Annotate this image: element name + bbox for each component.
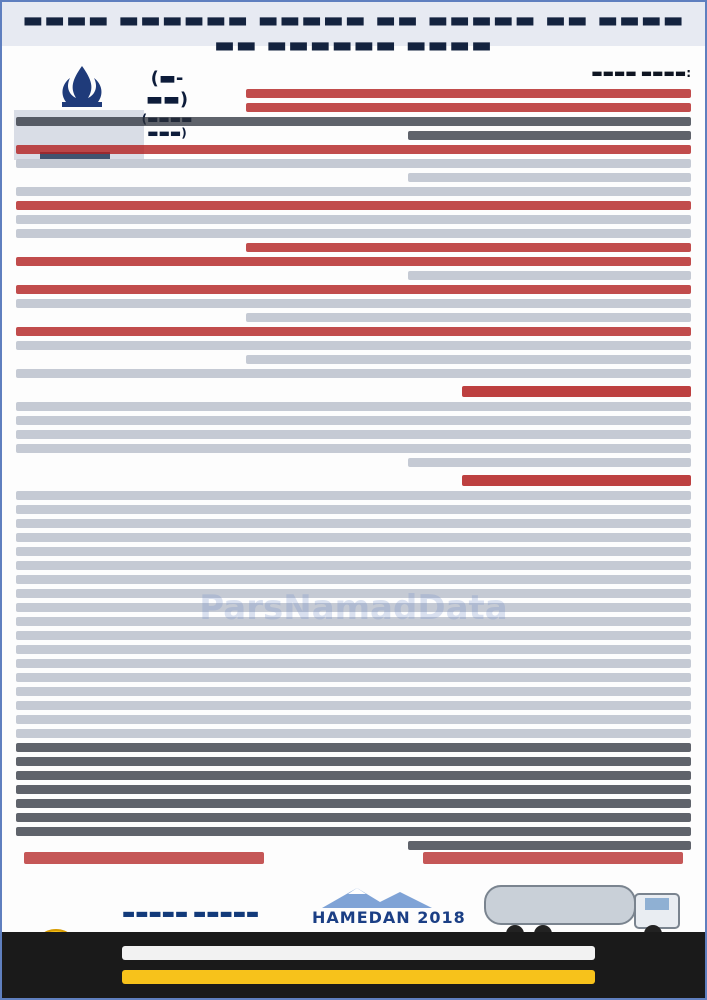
hamedan-2018-logo: HAMEDAN 2018 — [312, 908, 466, 927]
body-line — [16, 117, 691, 126]
body-line — [16, 402, 691, 411]
body-line — [16, 673, 691, 682]
title-band — [2, 2, 705, 58]
body-line — [16, 491, 691, 500]
body-line — [408, 173, 692, 182]
section-heading — [462, 386, 692, 397]
body-line — [16, 827, 691, 836]
body-line — [16, 575, 691, 584]
first-publication-date — [423, 852, 683, 864]
second-publication-date — [24, 852, 264, 864]
body-line — [16, 187, 691, 196]
body-line — [246, 313, 692, 322]
section-heading — [462, 475, 692, 486]
body-line — [16, 505, 691, 514]
body-line — [408, 458, 692, 467]
body-line — [16, 519, 691, 528]
body-line — [246, 243, 692, 252]
banner-line — [122, 970, 595, 984]
body-line — [16, 645, 691, 654]
body-line — [16, 444, 691, 453]
body-line — [16, 416, 691, 425]
body-line — [16, 659, 691, 668]
body-line — [16, 561, 691, 570]
body-line — [16, 743, 691, 752]
body-line — [16, 299, 691, 308]
body-line — [408, 841, 692, 850]
body-line — [16, 145, 691, 154]
body-line — [16, 341, 691, 350]
body-line — [16, 229, 691, 238]
body-line — [16, 631, 691, 640]
publication-round: ▬▬▬) — [147, 126, 187, 140]
permit-label: ▬▬▬▬ ▬▬▬▬: — [591, 66, 691, 80]
notice-code: (▬-▬▬) — [145, 68, 189, 110]
body-line — [16, 701, 691, 710]
body-line — [16, 771, 691, 780]
body-line — [16, 687, 691, 696]
body-line — [246, 355, 692, 364]
body-line — [16, 430, 691, 439]
body-line — [16, 285, 691, 294]
body-line — [16, 813, 691, 822]
notice-title: ▬▬▬▬ ▬▬▬▬▬▬ ▬▬▬▬▬ ▬▬ ▬▬▬▬▬ ▬▬ ▬▬▬▬ ▬▬ ▬▬▬▬▬▬ ▬▬▬▬ — [22, 8, 685, 58]
watermark: ParsNamadData — [199, 588, 508, 628]
body-line — [16, 533, 691, 542]
banner-line — [122, 946, 595, 960]
body-line — [246, 103, 692, 112]
body-line — [16, 257, 691, 266]
body-line — [16, 369, 691, 378]
publication-dates — [24, 852, 683, 866]
tourism-banner — [2, 932, 705, 998]
body-line — [16, 715, 691, 724]
body-line — [16, 215, 691, 224]
body-line — [16, 785, 691, 794]
body-line — [16, 729, 691, 738]
body-line — [16, 327, 691, 336]
body-line — [16, 159, 691, 168]
notice-body — [16, 84, 691, 848]
body-line — [16, 201, 691, 210]
public-relations-label: ▬▬▬▬▬ ▬▬▬▬▬ — [122, 906, 260, 922]
body-line — [16, 799, 691, 808]
body-line — [16, 547, 691, 556]
body-line — [16, 757, 691, 766]
body-line — [408, 271, 692, 280]
body-line — [408, 131, 692, 140]
body-line — [246, 89, 692, 98]
